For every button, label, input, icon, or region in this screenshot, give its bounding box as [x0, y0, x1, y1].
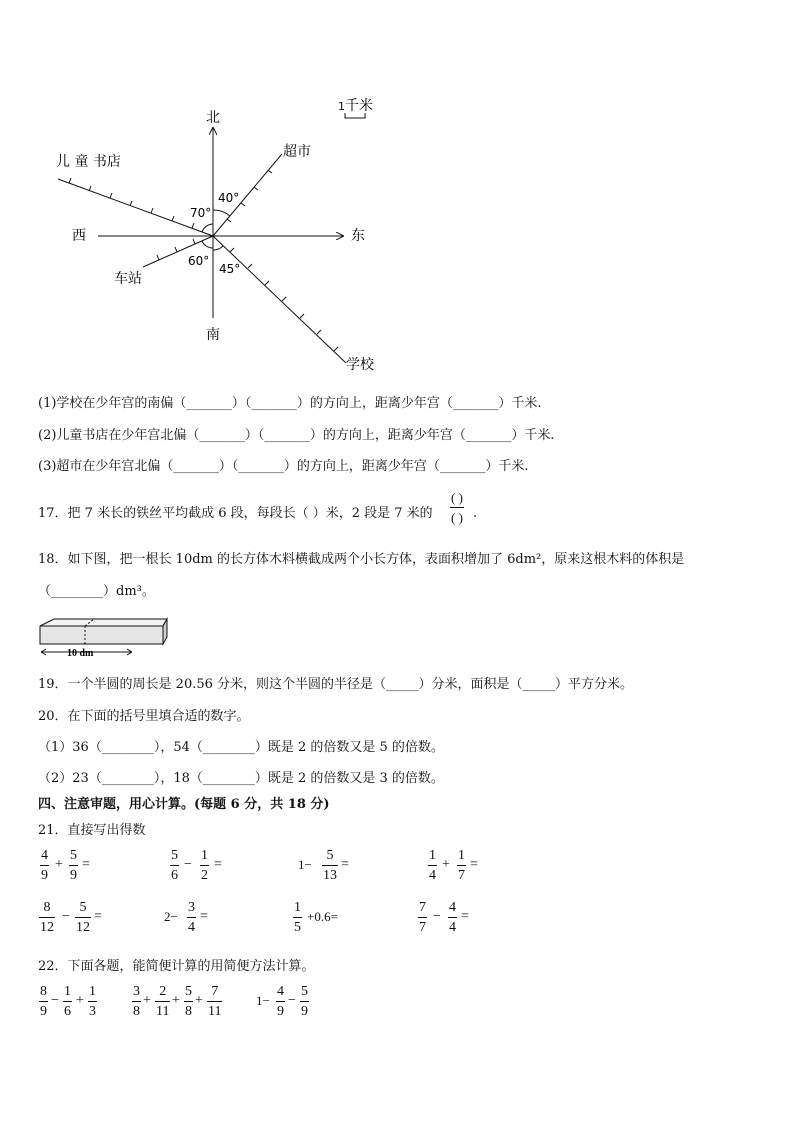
q21-e5-op: − [62, 909, 70, 924]
station-label: 车站 [114, 271, 142, 287]
cuboid-front [40, 626, 163, 644]
q21-e7-post: +0.6= [307, 909, 338, 924]
q21-e1-op: + [55, 857, 63, 872]
fraction-bar [450, 507, 464, 508]
q21-e6-pre: 2− [164, 909, 178, 924]
q22-p1-op-1: − [51, 993, 59, 1008]
q22-p1-op-2: + [76, 993, 84, 1008]
q21-e8-frac-b: 4 4 [449, 900, 456, 935]
q20-line-1: （1）36（________），54（________）既是 2 的倍数又是 5 的倍数。 [38, 740, 444, 755]
q21-e3-frac: 5 13 [323, 848, 337, 883]
q21-e4-frac-b: 1 7 [458, 848, 465, 883]
q21-e5-frac-a: 8 12 [40, 900, 54, 935]
q18-line-2: （________）dm³。 [38, 584, 155, 599]
q20-line-2: （2）23（________），18（________）既是 2 的倍数又是 3 的倍数。 [38, 771, 444, 786]
angle-arc-70 [202, 224, 213, 232]
q16-line-1: (1)学校在少年宫的南偏（_______）（_______）的方向上，距离少年宫（_______）千米. [38, 396, 542, 411]
q21-e6-eq: = [200, 909, 208, 924]
q18-line-1: 18．如下图，把一根长 10dm 的长方体木料横截成两个小长方体，表面积增加了 6dm²，原来这根木料的体积是 [38, 552, 685, 567]
q22-p1-frac-3: 1 3 [89, 984, 96, 1019]
q22-p2-frac-2: 2 11 [156, 984, 170, 1019]
q22-p2-frac-1: 3 8 [133, 984, 140, 1019]
cuboid-figure [36, 614, 171, 662]
west-label: 西 [72, 228, 86, 244]
q21-e1-frac-a: 4 9 [41, 848, 48, 883]
angle-45-label: 45° [219, 262, 241, 276]
south-label: 南 [206, 327, 220, 343]
q16-line-3: (3)超市在少年宫北偏（_______）（_______）的方向上，距离少年宫（_______）千米. [38, 459, 529, 474]
q21-e4-eq: = [470, 857, 478, 872]
scale-number: 1 [338, 100, 345, 113]
q21-e3-pre: 1− [298, 857, 312, 872]
q21-e2-eq: = [214, 857, 222, 872]
q22-p2-frac-3: 5 8 [185, 984, 192, 1019]
east-label: 东 [351, 228, 365, 244]
q21-title: 21．直接写出得数 [38, 823, 146, 838]
q22-p1-frac-2: 1 6 [64, 984, 71, 1019]
q22-p3-op-1: − [288, 993, 296, 1008]
q21-e6-frac: 3 4 [188, 900, 195, 935]
q16-line-2: (2)儿童书店在少年宫北偏（_______）（_______）的方向上，距离少年宫（_______）千米. [38, 428, 555, 443]
q22-p2-frac-4: 7 11 [208, 984, 222, 1019]
q17-fraction-den: ( ) [451, 510, 463, 525]
scale-unit: 千米 [345, 98, 373, 114]
angle-arc-40 [213, 210, 230, 216]
bookstore-ticks [69, 178, 194, 228]
q22-p3-frac-2: 5 9 [301, 984, 308, 1019]
q21-e2-op: − [184, 857, 192, 872]
angle-arc-60 [202, 241, 213, 248]
q21-e5-frac-b: 5 12 [76, 900, 90, 935]
angle-60-label: 60° [188, 254, 210, 268]
q22-p2-op-1: + [143, 993, 151, 1008]
q21-e2-frac-a: 5 6 [171, 848, 178, 883]
q20-title: 20．在下面的括号里填合适的数字。 [38, 709, 250, 724]
q17-fraction-num: ( ) [451, 490, 463, 505]
q19-text: 19．一个半圆的周长是 20.56 分米，则这个半圆的半径是（_____）分米，面积是（_____）平方分米。 [38, 677, 634, 692]
direction-diagram [0, 90, 420, 380]
q21-e1-frac-b: 5 9 [70, 848, 77, 883]
q21-e4-frac-a: 1 4 [429, 848, 436, 883]
north-label: 北 [206, 110, 220, 126]
q21-e4-op: + [442, 857, 450, 872]
cuboid-top [40, 619, 167, 626]
q22-p2-op-3: + [195, 993, 203, 1008]
angle-70-label: 70° [190, 206, 212, 220]
supermarket-label: 超市 [283, 144, 311, 160]
q22-p1-frac-1: 8 9 [40, 984, 47, 1019]
q17-end: . [473, 506, 478, 521]
angle-arc-45 [213, 246, 223, 250]
q21-e8-op: − [433, 909, 441, 924]
q21-e8-frac-a: 7 7 [419, 900, 426, 935]
school-ray [213, 236, 346, 363]
dimension-label: 10 dm [67, 648, 94, 659]
q21-e8-eq: = [461, 909, 469, 924]
q21-e7-frac: 1 5 [294, 900, 301, 935]
q22-title: 22．下面各题，能简便计算的用简便方法计算。 [38, 959, 315, 974]
school-label: 学校 [346, 357, 374, 373]
q22-p2-op-2: + [172, 993, 180, 1008]
q22-p3-pre: 1− [256, 993, 270, 1008]
section-4-title: 四、注意审题，用心计算。(每题 6 分，共 18 分) [38, 797, 330, 812]
school-ticks [230, 248, 338, 351]
q21-e3-eq: = [341, 857, 349, 872]
q17-text: 17．把 7 米长的铁丝平均截成 6 段，每段长（ ）米，2 段是 7 米的 [38, 506, 433, 521]
q21-e1-eq: = [82, 857, 90, 872]
q21-e2-frac-b: 1 2 [201, 848, 208, 883]
q21-e5-eq: = [94, 909, 102, 924]
angle-40-label: 40° [218, 191, 240, 205]
q22-p3-frac-1: 4 9 [277, 984, 284, 1019]
q17-fraction-blank [450, 490, 464, 525]
bookstore-label: 儿 童 书店 [56, 154, 121, 170]
